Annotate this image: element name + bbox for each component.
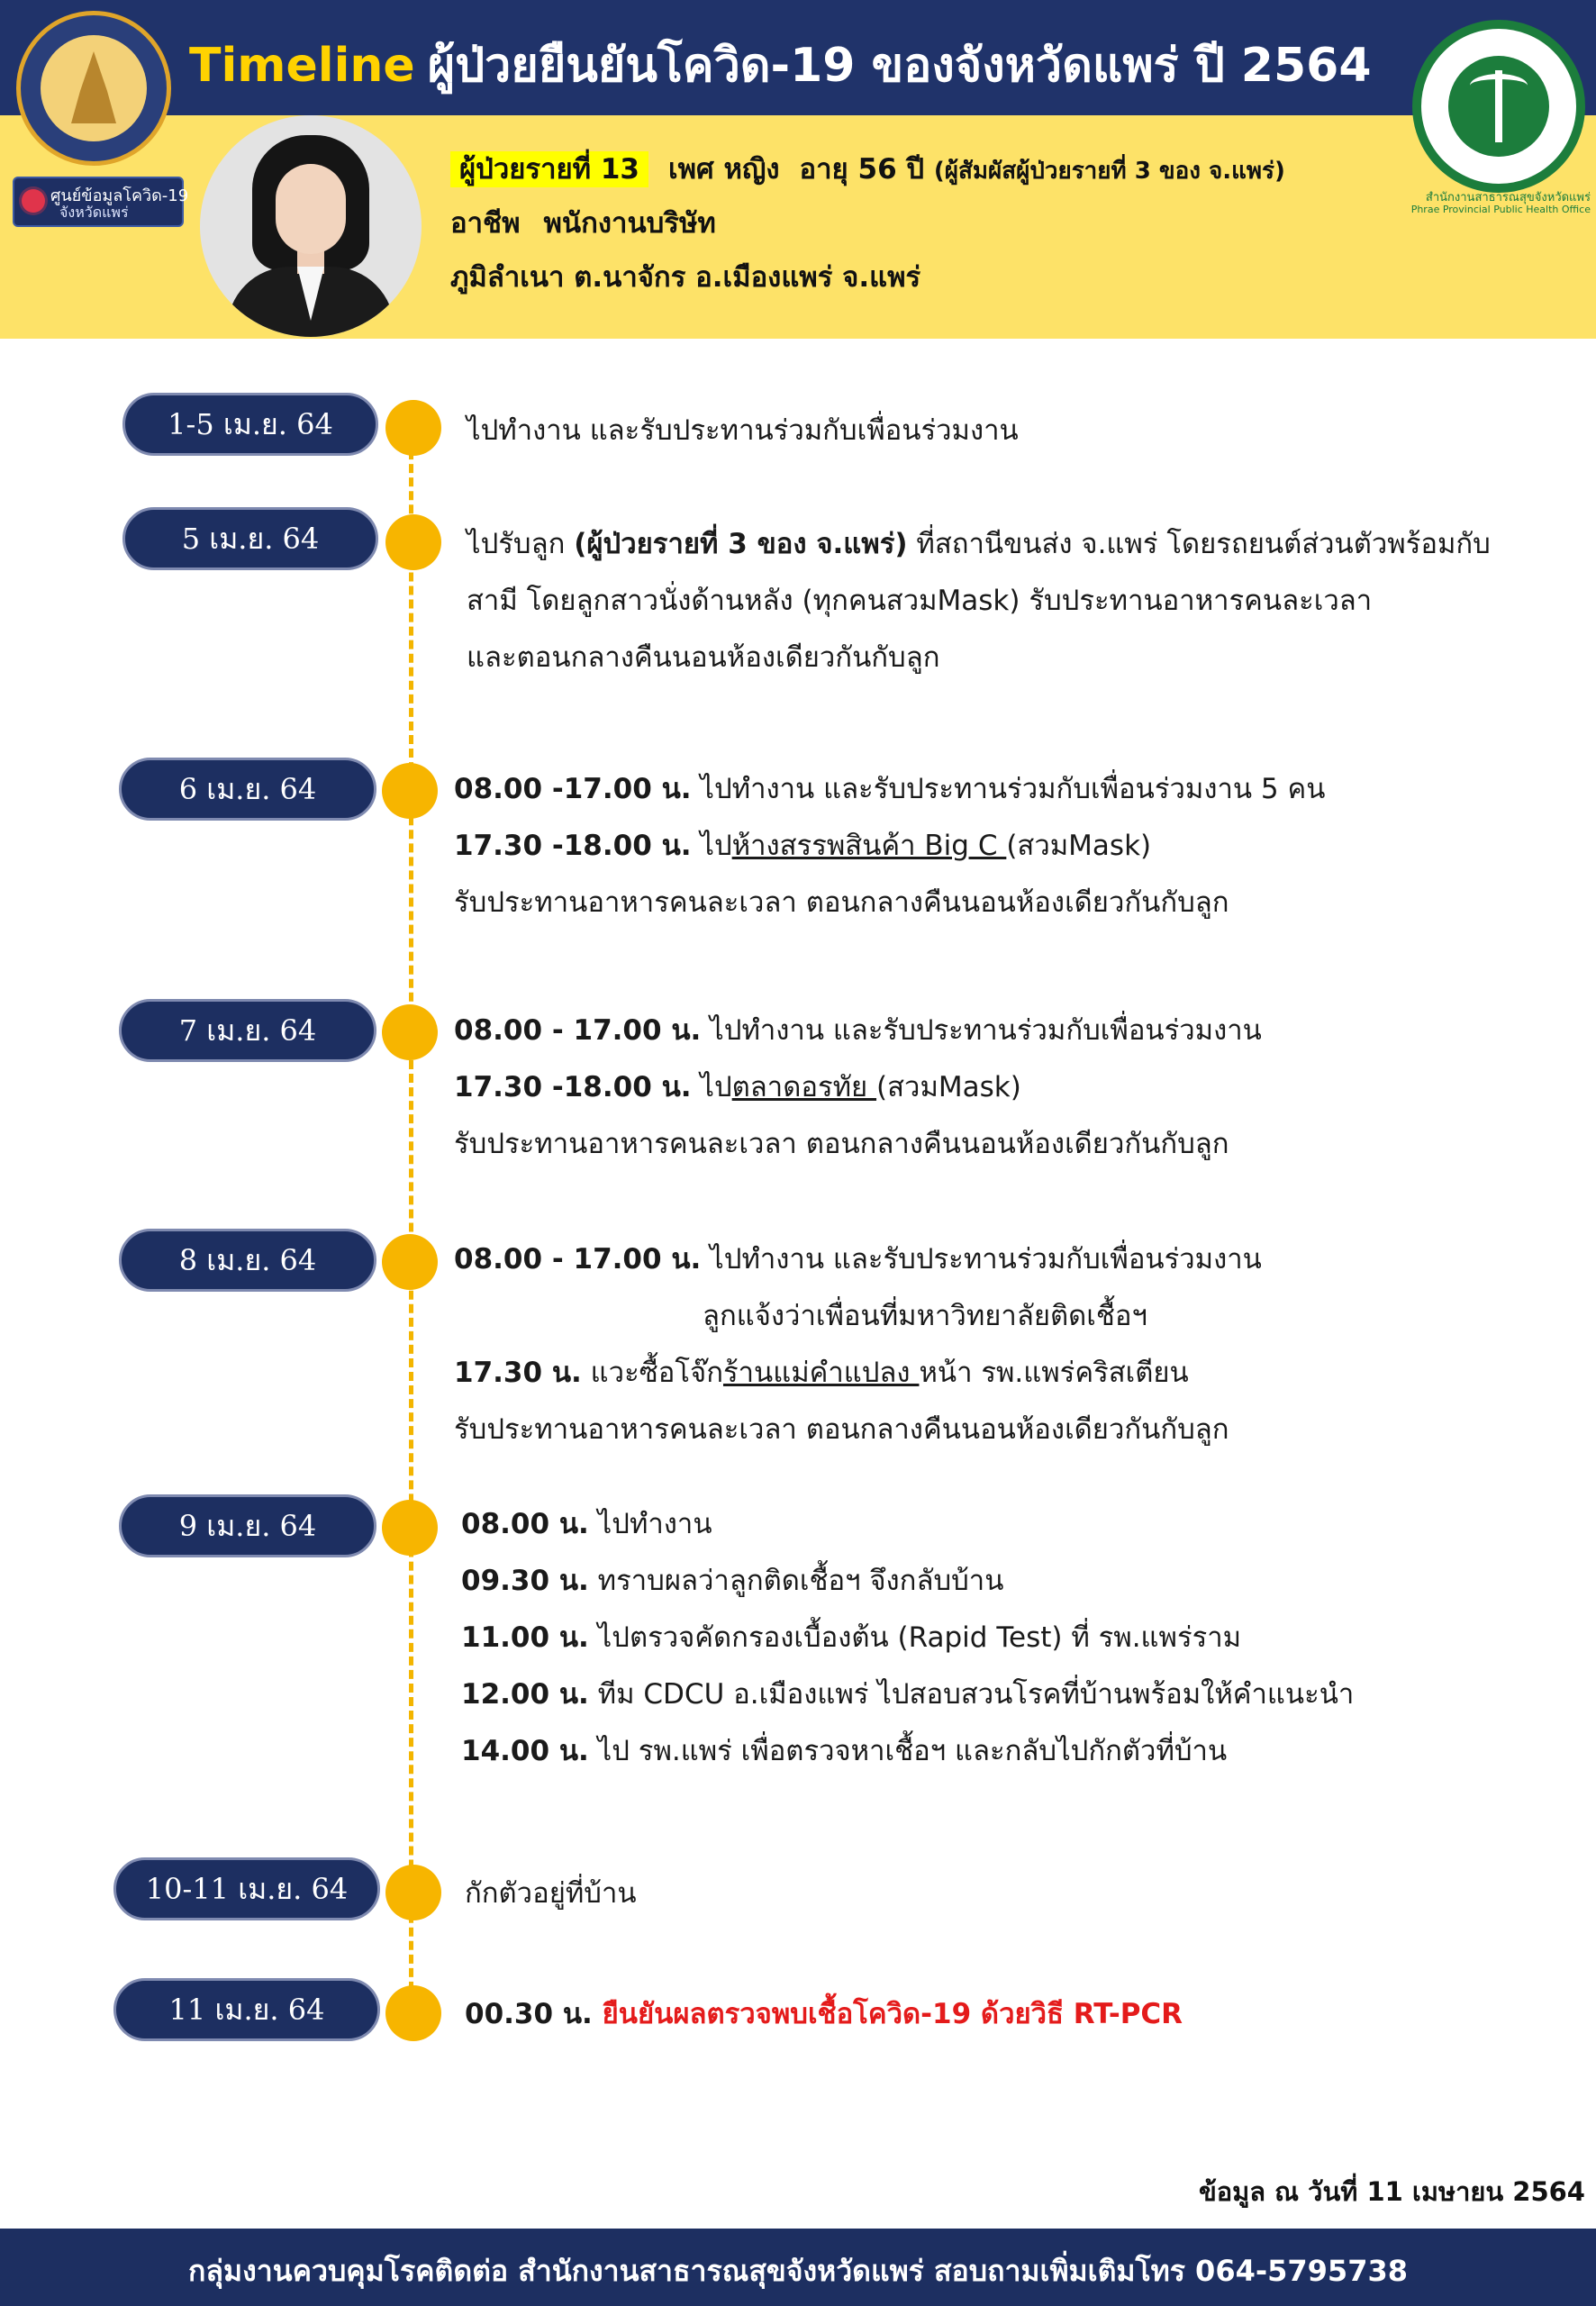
timeline-line [409, 423, 413, 2018]
entry-text: รับประทานอาหารคนละเวลา ตอนกลางคืนนอนห้องเดียวกันกับลูก [454, 1413, 1229, 1446]
timeline-entry-description [454, 1007, 1262, 1177]
entry-text: รับประทานอาหารคนละเวลา ตอนกลางคืนนอนห้องเดียวกันกับลูก [454, 1128, 1229, 1160]
timeline-entry-description [465, 1991, 1183, 2047]
header [0, 0, 1596, 339]
timeline-dot [385, 1985, 441, 2041]
patient-gender: เพศ หญิง [668, 153, 780, 186]
entry-text: ทีม CDCU อ.เมืองแพร่ ไปสอบสวนโรคที่บ้านพร้อมให้คำแนะนำ [588, 1678, 1355, 1711]
entry-text: ที่สถานีขนส่ง จ.แพร่ โดยรถยนต์ส่วนตัวพร้อมกับ [907, 528, 1491, 560]
entry-text: ไป รพ.แพร่ เพื่อตรวจหาเชื้อฯ และกลับไปกักตัวที่บ้าน [588, 1735, 1228, 1767]
date-pill: 11 เม.ย. 64 [113, 1978, 380, 2041]
entry-text: (สวมMask) [1006, 830, 1152, 862]
entry-text: ไปทำงาน และรับประทานร่วมกับเพื่อนร่วมงาน 5 คน [691, 773, 1326, 805]
office-name-en: Phrae Provincial Public Health Office [1410, 204, 1591, 215]
entry-text: ไป [691, 830, 732, 862]
entry-text: ไปทำงาน และรับประทานร่วมกับเพื่อนร่วมงาน [701, 1014, 1262, 1047]
timeline-dot [382, 1500, 438, 1556]
footer [0, 2229, 1596, 2306]
title-word: Timeline [189, 39, 415, 93]
office-name-th: สำนักงานสาธารณสุขจังหวัดแพร่ [1425, 191, 1591, 204]
entry-text: ไปทำงาน และรับประทานร่วมกับเพื่อนร่วมงาน [467, 414, 1019, 447]
entry-time: 17.30 -18.00 น. [454, 830, 692, 862]
covid-data-center-badge [13, 177, 189, 227]
entry-text: สามี โดยลูกสาวนั่งด้านหลัง (ทุกคนสวมMask) รับประทานอาหารคนละเวลา [467, 585, 1373, 617]
date-pill: 9 เม.ย. 64 [119, 1494, 376, 1557]
confirmed-result-text: ยืนยันผลตรวจพบเชื้อโควิด-19 ด้วยวิธี RT-PCR [592, 1998, 1183, 2030]
entry-text: ทราบผลว่าลูกติดเชื้อฯ จึงกลับบ้าน [588, 1565, 1004, 1597]
date-pill: 8 เม.ย. 64 [119, 1229, 376, 1292]
timeline-entry-description [465, 1870, 637, 1927]
timeline-entry-description [461, 1501, 1354, 1784]
timeline-dot [382, 1004, 438, 1060]
page-title [189, 27, 1405, 102]
badge-line1: ศูนย์ข้อมูลโควิด-19 [50, 186, 189, 205]
timeline-dot [385, 1865, 441, 1920]
patient-info [450, 146, 1441, 308]
entry-text: ไปทำงาน และรับประทานร่วมกับเพื่อนร่วมงาน [701, 1243, 1262, 1276]
timeline-entry-description [454, 766, 1325, 936]
timeline-dot [385, 400, 441, 456]
entry-text: ไปตรวจคัดกรองเบื้องต้น (Rapid Test) ที่ รพ.แพร่ราม [588, 1621, 1242, 1654]
entry-text: (สวมMask) [876, 1071, 1021, 1103]
entry-text-bold: (ผู้ป่วยรายที่ 3 ของ จ.แพร่) [574, 528, 908, 560]
entry-time: 08.00 - 17.00 น. [454, 1243, 702, 1276]
entry-text: และตอนกลางคืนนอนห้องเดียวกันกับลูก [467, 641, 940, 674]
entry-place: ห้างสรรพสินค้า Big C [731, 830, 1007, 862]
entry-time: 11.00 น. [461, 1621, 589, 1654]
occupation-value: พนักงานบริษัท [543, 207, 716, 240]
virus-icon [22, 189, 45, 213]
entry-time: 08.00 น. [461, 1508, 589, 1540]
timeline-dot [382, 763, 438, 819]
date-pill: 5 เม.ย. 64 [122, 507, 378, 570]
date-pill: 1-5 เม.ย. 64 [122, 393, 378, 456]
entry-place: ตลาดอรทัย [731, 1071, 877, 1103]
title-text: ผู้ป่วยยืนยันโควิด-19 ของจังหวัดแพร่ ปี 2564 [427, 39, 1372, 93]
patient-avatar-icon [200, 115, 422, 337]
entry-time: 00.30 น. [465, 1998, 593, 2030]
patient-contact: (ผู้สัมผัสผู้ป่วยรายที่ 3 ของ จ.แพร่) [933, 158, 1285, 185]
hometown: ภูมิลำเนา ต.นาจักร อ.เมืองแพร่ จ.แพร่ [450, 261, 921, 294]
badge-line2: จังหวัดแพร่ [59, 204, 129, 221]
entry-text: ไปรับลูก [467, 528, 575, 560]
entry-time: 08.00 - 17.00 น. [454, 1014, 702, 1047]
patient-label: ผู้ป่วยรายที่ 13 [450, 151, 648, 187]
date-pill: 10-11 เม.ย. 64 [113, 1857, 380, 1920]
entry-text: กักตัวอยู่ที่บ้าน [465, 1877, 637, 1910]
entry-text: หน้า รพ.แพร่คริสเตียน [919, 1357, 1189, 1389]
timeline-dot [385, 514, 441, 570]
entry-time: 12.00 น. [461, 1678, 589, 1711]
entry-place: ร้านแม่คำแปลง [722, 1357, 920, 1389]
date-pill: 7 เม.ย. 64 [119, 999, 376, 1062]
occupation-label: อาชีพ [450, 207, 521, 240]
timeline-entry-description [467, 407, 1019, 464]
footer-contact: กลุ่มงานควบคุมโรคติดต่อ สำนักงานสาธารณสุขจังหวัดแพร่ สอบถามเพิ่มเติมโทร 064-5795738 [188, 2254, 1408, 2288]
entry-time: 14.00 น. [461, 1735, 589, 1767]
timeline-entry-description [454, 1236, 1262, 1463]
timeline-dot [382, 1234, 438, 1290]
entry-text: ลูกแจ้งว่าเพื่อนที่มหาวิทยาลัยติดเชื้อฯ [703, 1300, 1147, 1332]
patient-age: อายุ 56 ปี [799, 153, 925, 186]
entry-text: ไป [691, 1071, 732, 1103]
entry-time: 08.00 -17.00 น. [454, 773, 692, 805]
entry-time: 17.30 -18.00 น. [454, 1071, 692, 1103]
entry-text: รับประทานอาหารคนละเวลา ตอนกลางคืนนอนห้องเดียวกันกับลูก [454, 886, 1229, 919]
date-pill: 6 เม.ย. 64 [119, 758, 376, 821]
entry-time: 17.30 น. [454, 1357, 582, 1389]
timeline-entry-description [467, 521, 1491, 691]
entry-text: แวะซื้อโจ๊ก [581, 1357, 723, 1389]
entry-text: ไปทำงาน [588, 1508, 712, 1540]
data-as-of: ข้อมูล ณ วันที่ 11 เมษายน 2564 [1198, 2176, 1585, 2207]
entry-time: 09.30 น. [461, 1565, 589, 1597]
phrae-province-seal-icon [16, 11, 171, 166]
